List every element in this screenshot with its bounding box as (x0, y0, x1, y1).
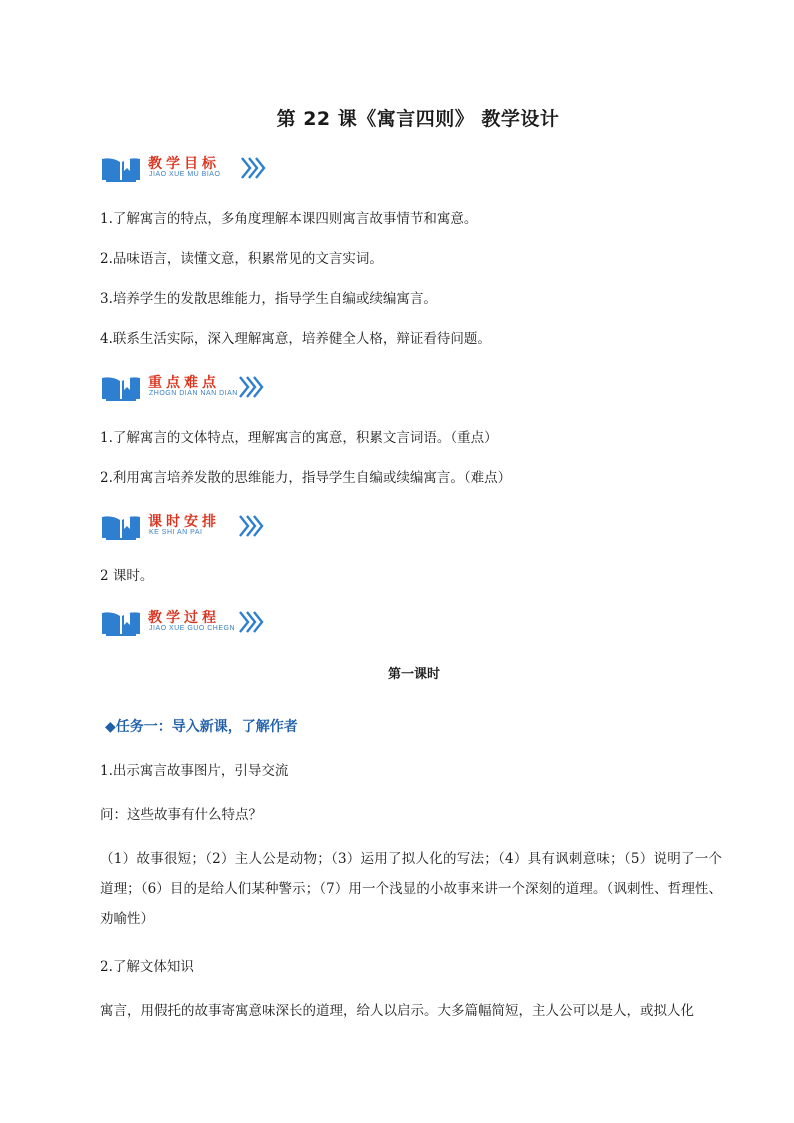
open-book-icon (100, 511, 142, 541)
answer-text: （1）故事很短；（2）主人公是动物；（3）运用了拟人化的写法；（4）具有讽刺意味；（5）说明了一个道理；（6）目的是给人们某种警示；（7）用一个浅显的小故事来讲一个深刻的道理。（讽刺性、哲理性、劝喻性） (100, 851, 722, 927)
lesson-heading: 第一课时 (387, 667, 440, 682)
section-header-key-points (100, 372, 300, 404)
key-point-1: 1.了解寓言的文体特点，理解寓言的寓意，积累文言词语。（重点） (100, 430, 498, 446)
section-title: 教学目标 (148, 156, 220, 172)
section-header-process (100, 607, 300, 639)
section-pinyin: JIAO XUE GUO CHEGN (149, 625, 236, 632)
objective-3: 3.培养学生的发散思维能力，指导学生自编或续编寓言。 (100, 291, 437, 307)
open-book-icon (100, 153, 142, 183)
question-text: 问：这些故事有什么特点？ (100, 807, 262, 823)
page-title: 第 22 课《寓言四则》 教学设计 (276, 108, 560, 130)
section-pinyin: JIAO XUE MU BIAO (149, 171, 221, 178)
definition-text: 寓言，用假托的故事寄寓意味深长的道理，给人以启示。大多篇幅简短，主人公可以是人，或拟人化 (100, 1003, 694, 1019)
schedule-text: 2 课时。 (100, 568, 154, 584)
section-pinyin: KE SHI AN PAI (149, 529, 203, 536)
section-title: 教学过程 (148, 610, 220, 626)
key-point-2: 2.利用寓言培养发散的思维能力，指导学生自编或续编寓言。（难点） (100, 470, 512, 486)
section-title: 课时安排 (148, 514, 220, 530)
objective-1: 1.了解寓言的特点，多角度理解本课四则寓言故事情节和寓意。 (100, 211, 478, 227)
task-heading: ◆任务一：导入新课，了解作者 (105, 719, 298, 735)
chevron-right-icon (238, 610, 264, 634)
objective-2: 2.品味语言，读懂文意，积累常见的文言实词。 (100, 251, 383, 267)
chevron-right-icon (240, 156, 266, 180)
section-header-objectives (100, 153, 300, 185)
objective-4: 4.联系生活实际，深入理解寓意，培养健全人格，辩证看待问题。 (100, 331, 491, 347)
chevron-right-icon (238, 514, 264, 538)
open-book-icon (100, 607, 142, 637)
step-2: 2.了解文体知识 (100, 959, 194, 975)
section-title: 重点难点 (148, 375, 220, 391)
section-pinyin: ZHOGN DIAN NAN DIAN (149, 390, 238, 397)
step-1: 1.出示寓言故事图片，引导交流 (100, 763, 289, 779)
open-book-icon (100, 372, 142, 402)
section-header-schedule (100, 511, 300, 543)
chevron-right-icon (238, 375, 264, 399)
